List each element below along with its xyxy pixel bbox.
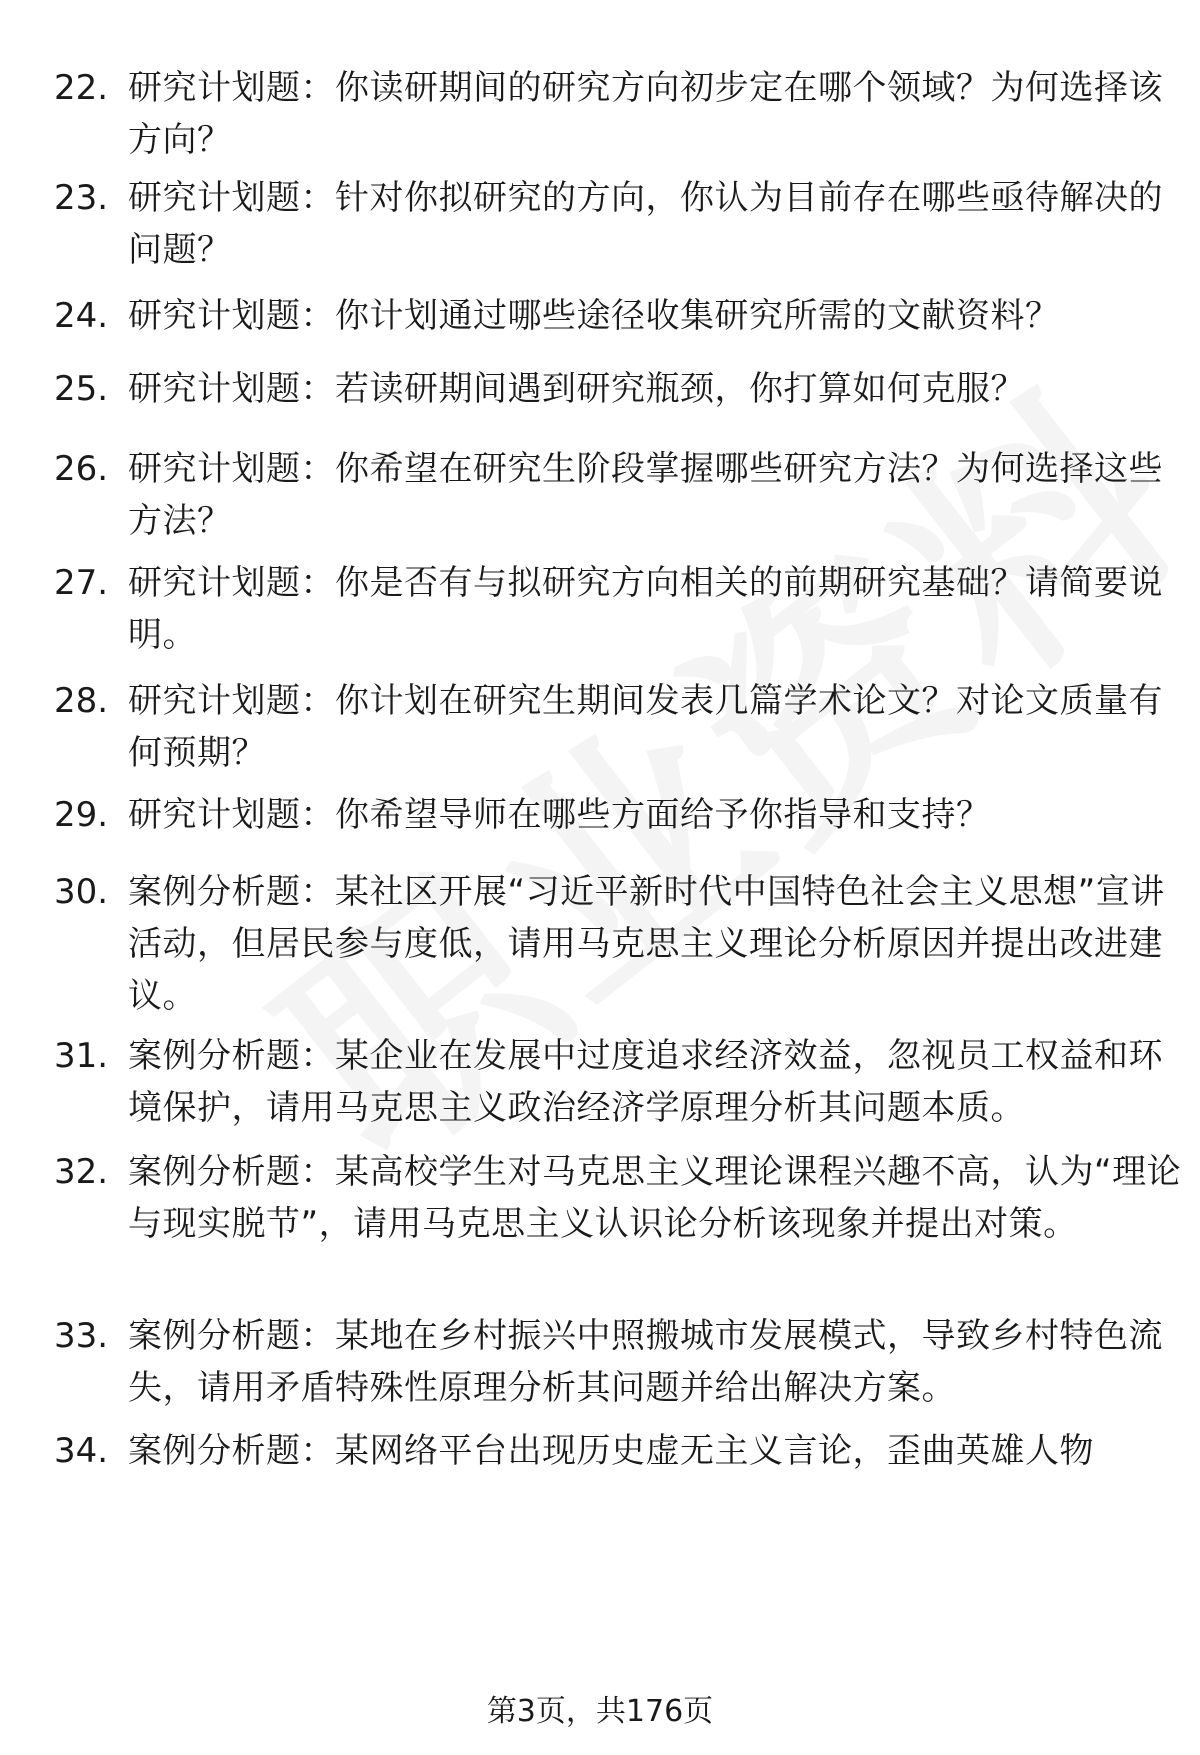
page-footer: 第3页，共176页: [486, 1694, 714, 1729]
question-number: 23.: [54, 178, 109, 218]
question-text: 案例分析题：某地在乡村振兴中照搬城市发展模式，导致乡村特色流失，请用矛盾特殊性原理分析其问题并给出解决方案。: [128, 1316, 1163, 1408]
question-number: 33.: [54, 1316, 109, 1356]
question-number: 31.: [54, 1036, 109, 1076]
question-text: 案例分析题：某高校学生对马克思主义理论课程兴趣不高，认为“理论与现实脱节”，请用马克思主义认识论分析该现象并提出对策。: [128, 1152, 1182, 1244]
question-text: 研究计划题：你计划通过哪些途径收集研究所需的文献资料？: [128, 296, 1060, 336]
question-text: 案例分析题：某企业在发展中过度追求经济效益，忽视员工权益和环境保护，请用马克思主义政治经济学原理分析其问题本质。: [128, 1036, 1163, 1128]
question-text: 研究计划题：针对你拟研究的方向，你认为目前存在哪些亟待解决的问题？: [128, 178, 1163, 270]
question-number: 28.: [54, 681, 109, 721]
question-number: 24.: [54, 296, 109, 336]
question-number: 25.: [54, 369, 109, 409]
question-text: 研究计划题：你读研期间的研究方向初步定在哪个领域？为何选择该方向？: [128, 68, 1163, 160]
question-number: 26.: [54, 449, 109, 489]
question-number: 32.: [54, 1152, 109, 1192]
question-number: 22.: [54, 68, 109, 108]
question-text: 案例分析题：某社区开展“习近平新时代中国特色社会主义思想”宣讲活动，但居民参与度低，请用马克思主义理论分析原因并提出改进建议。: [128, 872, 1165, 1016]
question-text: 研究计划题：若读研期间遇到研究瓶颈，你打算如何克服？: [128, 369, 1025, 409]
question-text: 研究计划题：你是否有与拟研究方向相关的前期研究基础？请简要说明。: [128, 563, 1163, 655]
question-number: 30.: [54, 872, 109, 912]
question-text: 研究计划题：你希望在研究生阶段掌握哪些研究方法？为何选择这些方法？: [128, 449, 1163, 541]
question-number: 29.: [54, 795, 109, 835]
question-number: 34.: [54, 1431, 109, 1471]
question-number: 27.: [54, 563, 109, 603]
question-text: 案例分析题：某网络平台出现历史虚无主义言论，歪曲英雄人物: [128, 1431, 1094, 1471]
question-text: 研究计划题：你计划在研究生期间发表几篇学术论文？对论文质量有何预期？: [128, 681, 1163, 773]
question-text: 研究计划题：你希望导师在哪些方面给予你指导和支持？: [128, 795, 991, 835]
